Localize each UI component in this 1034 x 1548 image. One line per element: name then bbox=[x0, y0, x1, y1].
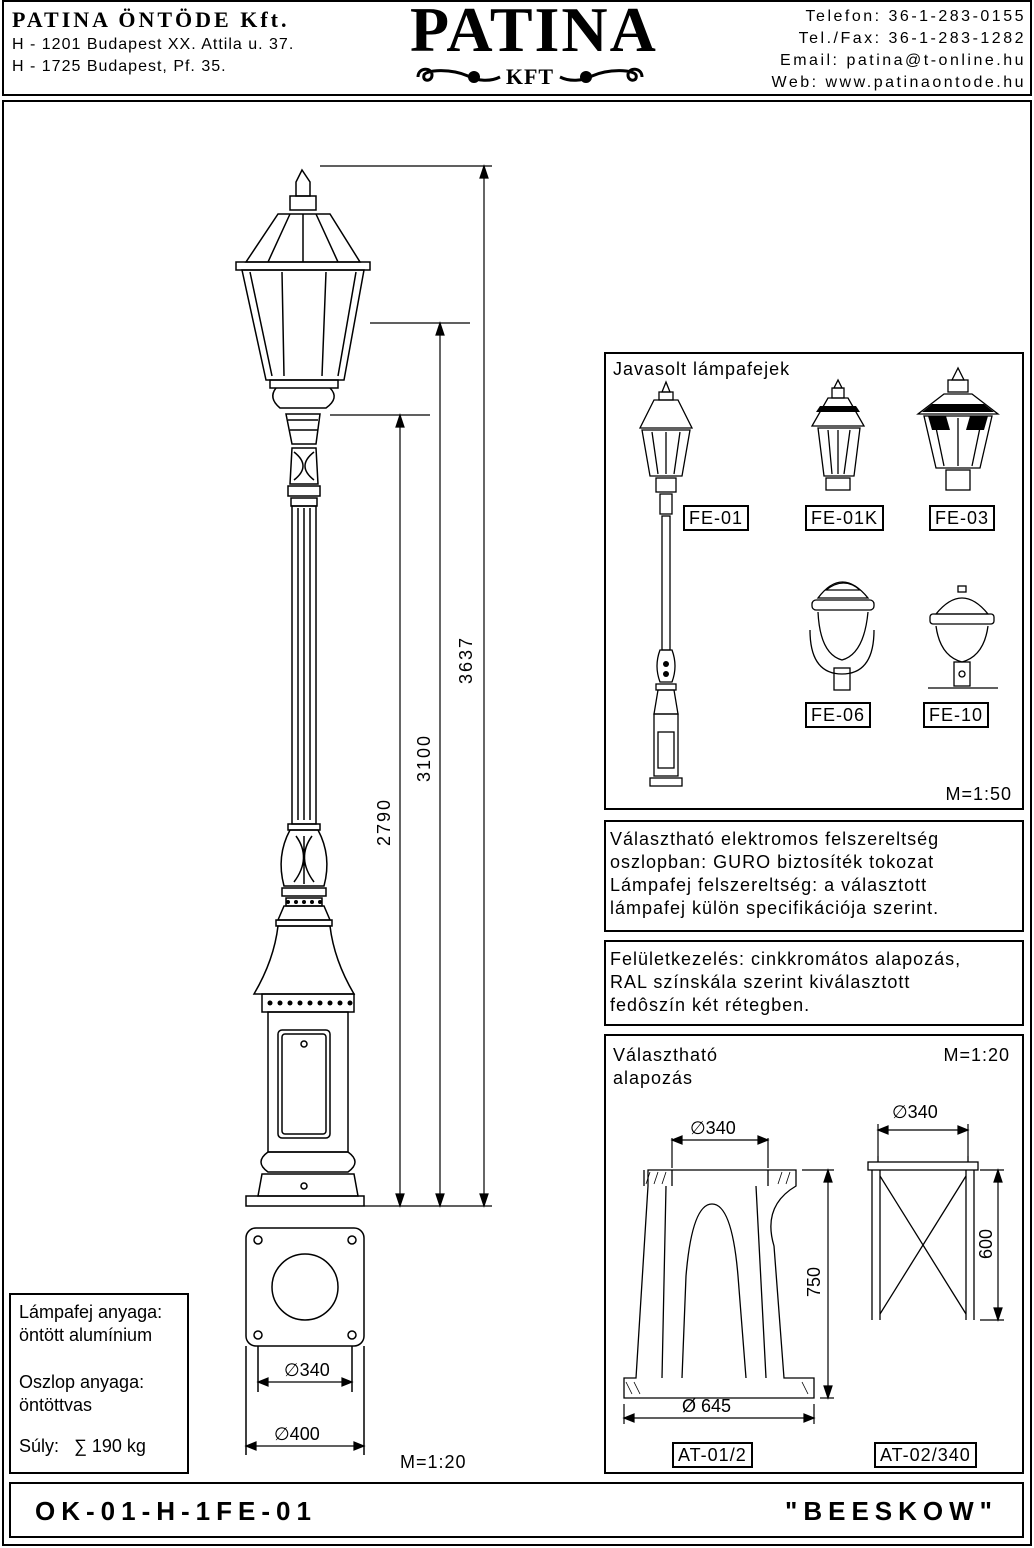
dim-total: 3637 bbox=[456, 635, 476, 685]
foundation-title-2: alapozás bbox=[613, 1068, 694, 1088]
address-line-2: H - 1725 Budapest, Pf. 35. bbox=[12, 58, 227, 75]
foundation-title-1: Választható bbox=[613, 1045, 719, 1065]
website: Web: www.patinaontode.hu bbox=[771, 74, 1026, 91]
at02-height-dim: 600 bbox=[976, 1228, 996, 1260]
base-inner-dim: ∅340 bbox=[284, 1360, 330, 1380]
surface-line-2: RAL színskála szerint kiválasztott bbox=[610, 972, 911, 992]
pole-material-label: Oszlop anyaga: bbox=[19, 1372, 145, 1392]
surface-line-1: Felületkezelés: cinkkromátos alapozás, bbox=[610, 949, 962, 969]
head-material-label: Lámpafej anyaga: bbox=[19, 1302, 163, 1322]
lamp-head-fe03: FE-03 bbox=[929, 505, 995, 531]
electrical-line-4: lámpafej külön specifikációja szerint. bbox=[610, 898, 940, 918]
surface-box bbox=[604, 940, 1024, 1026]
phone: Telefon: 36-1-283-0155 bbox=[805, 8, 1026, 25]
product-code: OK-01-H-1FE-01 bbox=[35, 1496, 317, 1526]
at01-height-dim: 750 bbox=[804, 1266, 824, 1298]
at01-bottom-dim: Ø 645 bbox=[682, 1396, 732, 1416]
heads-scale: M=1:50 bbox=[945, 784, 1012, 804]
materials-box bbox=[9, 1293, 189, 1474]
electrical-line-1: Választható elektromos felszereltség bbox=[610, 829, 940, 849]
lamp-heads-drawing bbox=[606, 354, 1022, 808]
surface-line-3: fedôszín két rétegben. bbox=[610, 995, 811, 1015]
at01-top-dim: ∅340 bbox=[690, 1118, 736, 1138]
lamp-head-fe01: FE-01 bbox=[683, 505, 749, 531]
electrical-line-2: oszlopban: GURO biztosíték tokozat bbox=[610, 852, 935, 872]
head-material-value: öntött alumínium bbox=[19, 1325, 153, 1345]
foundation-box bbox=[604, 1034, 1024, 1474]
main-scale: M=1:20 bbox=[400, 1452, 467, 1472]
foundation-at01: AT-01/2 bbox=[672, 1442, 753, 1468]
weight: Súly: ∑ 190 kg bbox=[19, 1436, 146, 1456]
logo-name: PATINA bbox=[410, 0, 658, 65]
at02-top-dim: ∅340 bbox=[892, 1102, 938, 1122]
foundation-drawing bbox=[606, 1036, 1022, 1472]
logo-sub: KFT bbox=[505, 64, 555, 89]
dim-lower: 2790 bbox=[374, 797, 394, 847]
heads-panel-title: Javasolt lámpafejek bbox=[613, 359, 791, 379]
base-outer-dim: ∅400 bbox=[274, 1424, 320, 1444]
electrical-box bbox=[604, 820, 1024, 932]
address-line-1: H - 1201 Budapest XX. Attila u. 37. bbox=[12, 36, 295, 53]
dim-middle: 3100 bbox=[414, 733, 434, 783]
footer-bar bbox=[9, 1482, 1024, 1538]
electrical-line-3: Lámpafej felszereltség: a választott bbox=[610, 875, 928, 895]
email: Email: patina@t-online.hu bbox=[780, 52, 1026, 69]
pole-material-value: öntöttvas bbox=[19, 1395, 93, 1415]
foundation-at02: AT-02/340 bbox=[874, 1442, 977, 1468]
lamp-head-fe10: FE-10 bbox=[923, 702, 989, 728]
lamp-heads-panel bbox=[604, 352, 1024, 810]
lamp-head-fe01k: FE-01K bbox=[805, 505, 884, 531]
lamp-head-fe06: FE-06 bbox=[805, 702, 871, 728]
company-name: PATINA ÖNTÖDE Kft. bbox=[12, 7, 290, 32]
fax: Tel./Fax: 36-1-283-1282 bbox=[798, 30, 1026, 47]
foundation-scale: M=1:20 bbox=[943, 1045, 1010, 1065]
product-name: "BEESKOW" bbox=[785, 1496, 998, 1526]
